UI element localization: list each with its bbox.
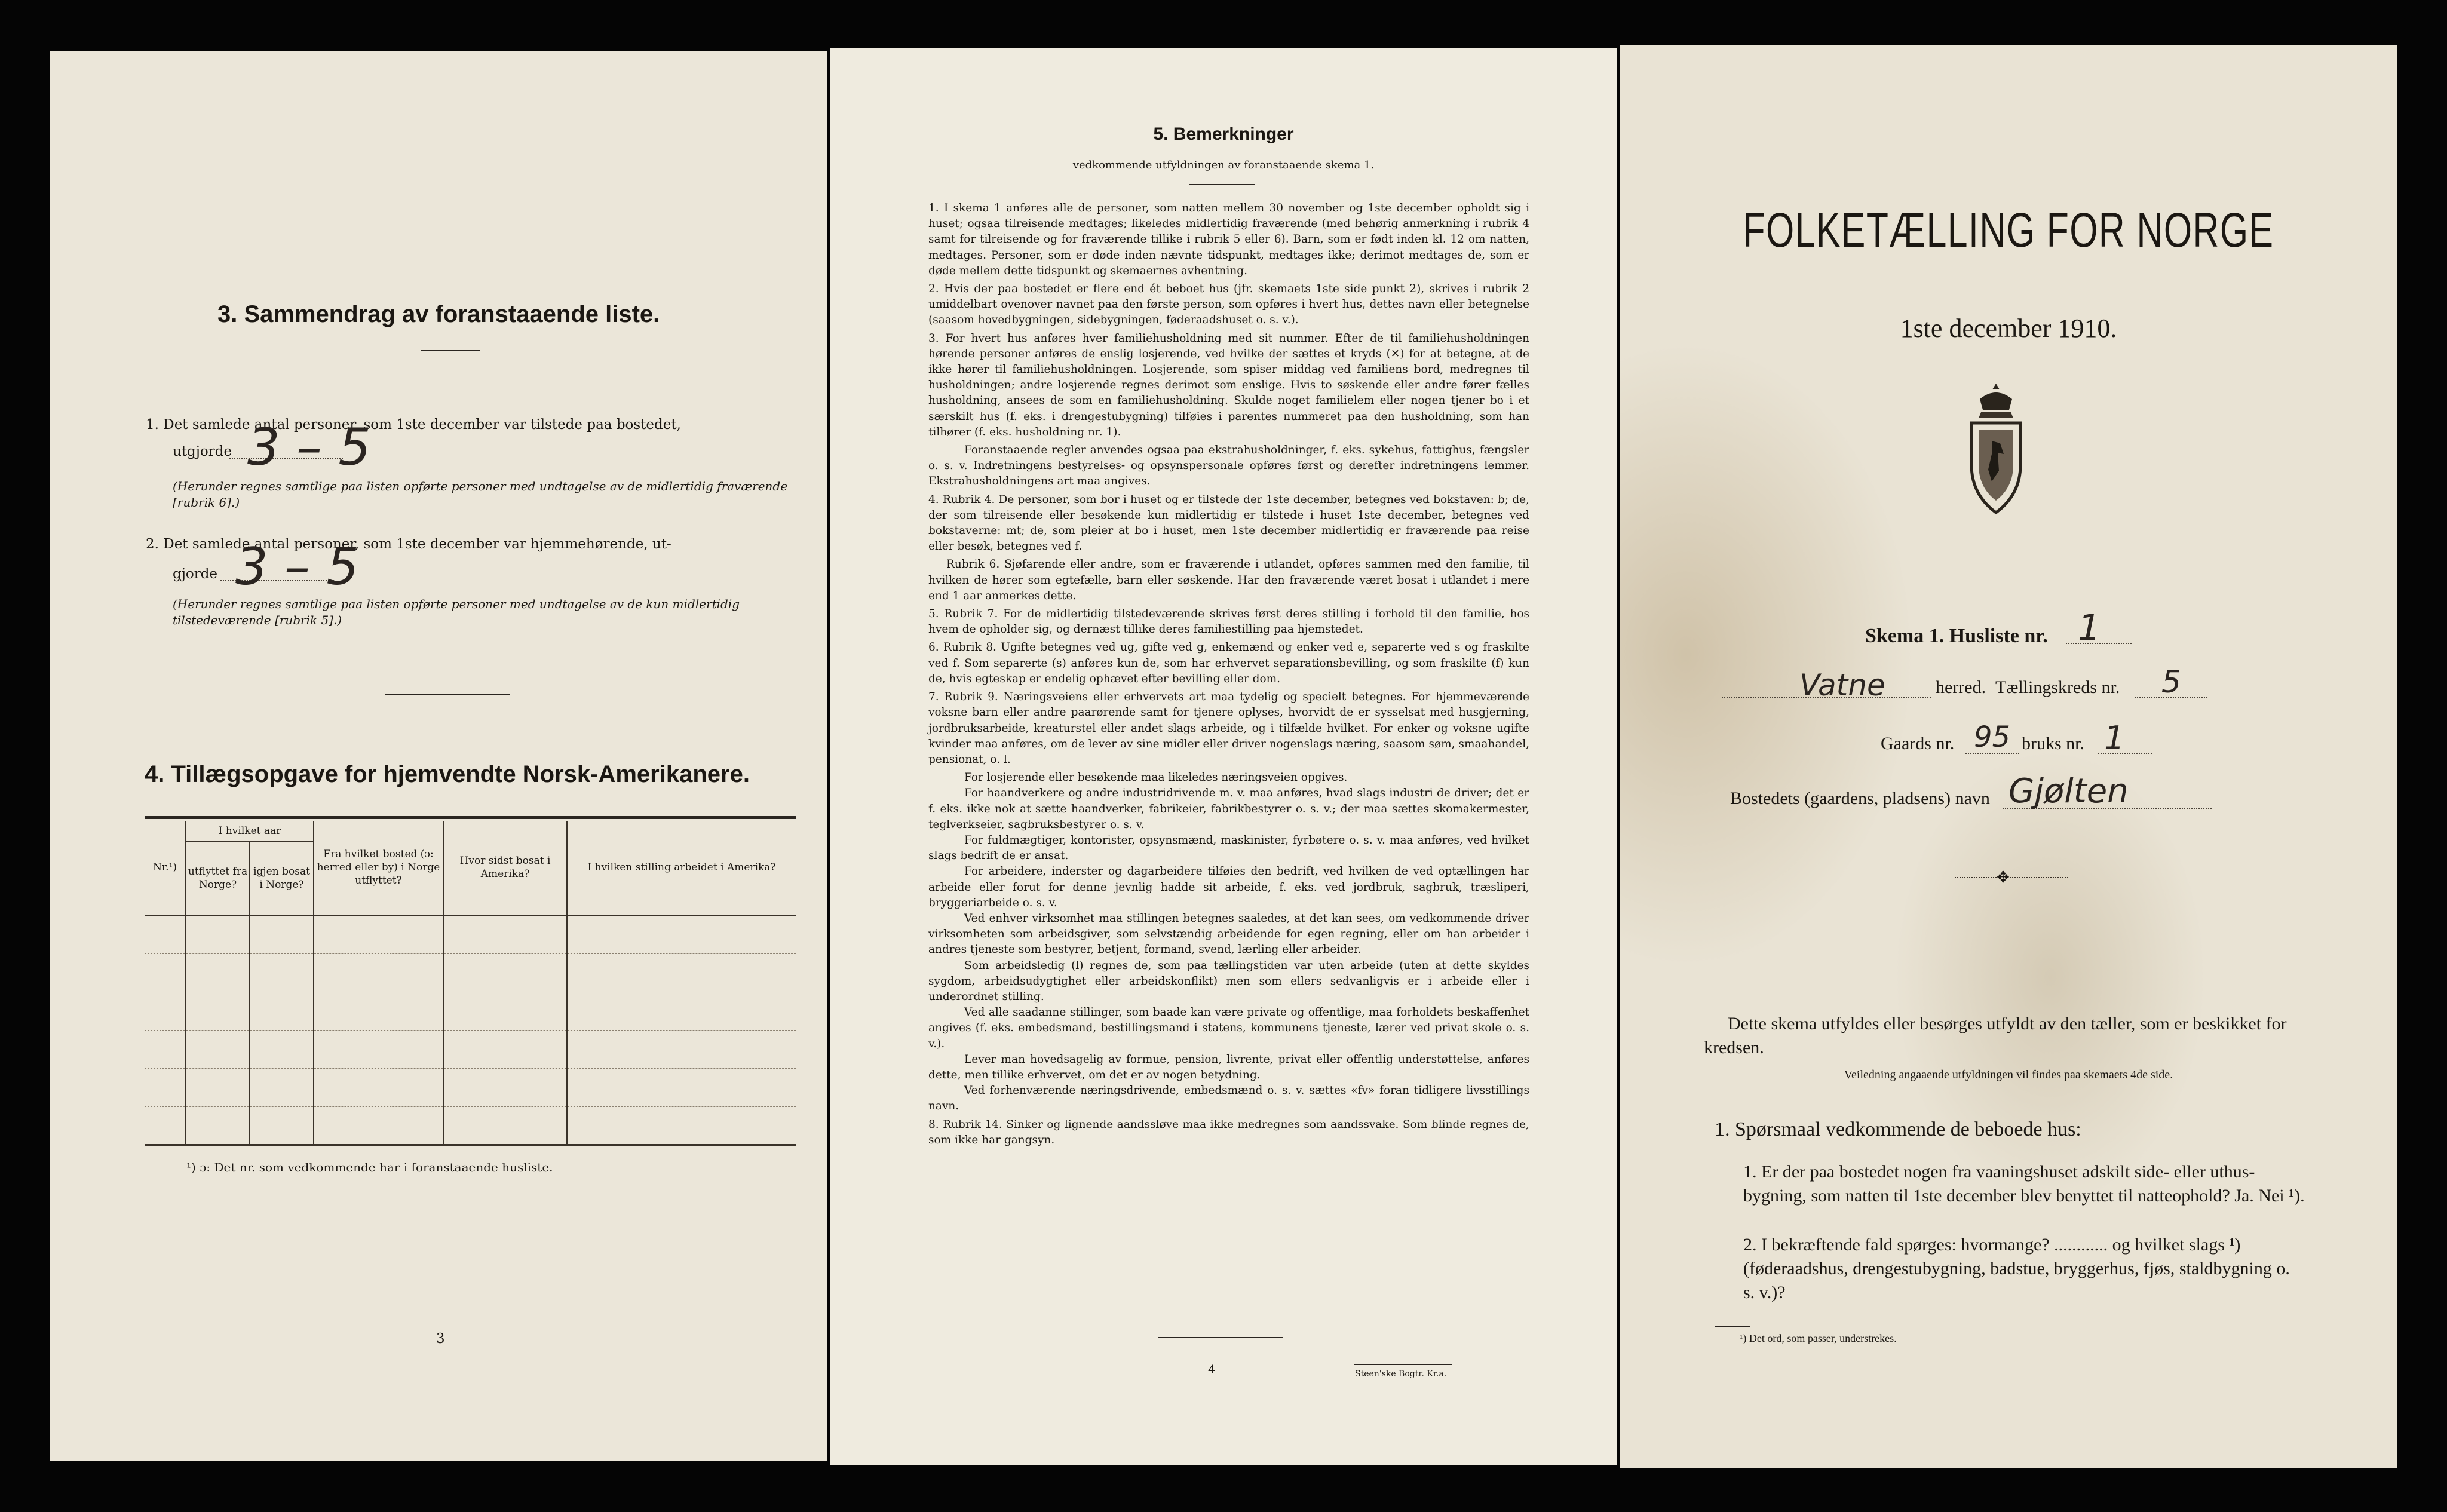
question-1-1: 1. Er der paa bostedet nogen fra vaaningshuset adskilt side- eller uthus-bygning, som natten til 1ste december blev benyttet til natteophold? Ja. Nei ¹).	[1743, 1162, 2305, 1206]
bemerkning-5: 5. Rubrik 7. For de midlertidig tilstedeværende skrives først deres stilling i forhold til den familie, hos hvem de opholder sig, og dernæst tillike deres familiestilling paa hjemstedet.	[928, 608, 1529, 636]
coat-of-arms-icon	[1950, 381, 2042, 516]
middle-page	[830, 48, 1617, 1465]
ornament-icon: ✥	[1997, 869, 2010, 886]
bemerkning-7: 7. Rubrik 9. Næringsveiens eller erhvervets art maa tydelig og specielt betegnes. For hjemmeværende voksne barn eller andre paarørende samt for tjenere oplyses, hvorvidt de er sysselsat med husgjerning, jordbruksarbeide, kreaturstel eller andet slags arbeide, og i tilfælde hvilket. For enker og voksne ugifte kvinder maa anføres, om de lever av sine midler eller driver nogenslags næring, saasom søm, smaahandel, pensionat, o. l.	[928, 691, 1529, 766]
herred-value: Vatne	[1799, 668, 1885, 703]
schema-label: Skema 1. Husliste nr.	[1865, 625, 2048, 647]
bemerkning-7h: Ved alle saadanne stillinger, som baade kan være private og offentlige, maa forholdets beskaffenhet angives (f. eks. embedsmand, bestillingsmand i statens, kommunens tjeneste, lærer ved privat skole o. s. v.).	[928, 1006, 1529, 1050]
section-3-item-2-note: (Herunder regnes samtlige paa listen opførte personer med undtagelse av de kun midlertidig tilstedeværende [rubrik 5].)	[173, 597, 740, 627]
col-nr: Nr.¹)	[145, 821, 186, 915]
bemerkning-6: 6. Rubrik 8. Ugifte betegnes ved ug, gifte ved g, enkemænd og enker ved e, separerte ved s og fraskilte ved f. Som separerte (s) anføres kun de, som har erhvervet separationsbevilling, og som fraskilte (f) kun de, hvis egteskap er endelig ophævet efter bevilling eller dom.	[928, 641, 1529, 685]
kreds-label: Tællingskreds nr.	[1995, 677, 2120, 697]
section-4-title: 4. Tillægsopgave for hjemvendte Norsk-Amerikanere.	[145, 761, 750, 787]
left-page	[50, 51, 827, 1461]
bemerkning-4b: Rubrik 6. Sjøfarende eller andre, som er fraværende i utlandet, opføres sammen med den familie, til hvilken de hører som egtefælle, barn eller søskende. Har den fraværende været bosat i utlandet i mere end 1 aar anmerkes dette.	[928, 558, 1529, 602]
bemerkning-3b: Foranstaaende regler anvendes ogsaa paa ekstrahusholdninger, f. eks. sykehus, fattighus, fængsler o. s. v. Indretningens bestyrelses- og opsynspersonale opføres først og derefter indretningens lemmer. Ekstrahusholdningens art maa angives.	[928, 444, 1529, 488]
section-3-item-2-prefix: gjorde	[173, 566, 218, 582]
census-title: FOLKETÆLLING FOR NORGE	[1743, 203, 2274, 257]
bemerkning-7d: For fuldmægtiger, kontorister, opsynsmænd, maskinister, fyrbøtere o. s. v. maa anføres, ved hvilket slags bedrift de er ansat.	[928, 833, 1529, 863]
bemerkning-3: 3. For hvert hus anføres hver familiehusholdning med sit nummer. Efter de til familiehusholdningen hørende personer anføres de enslig losjerende, ved hvilke der sættes et kryds (✕) for at betegne, at de ikke hører til familiehusholdningen. Losjerende, som spiser middag ved familiens bord, medregnes til husholdningen; andre losjerende regnes derimot som enslige. Hvis to søskende eller andre fører fælles husholdning, ansees de som en familiehusholdning. Skulde noget familielem eller nogen tjener bo i et særskilt hus (f. eks. i drengestubygning) tilføies i parentes nummeret paa den husholdning, som han tilhører (f. eks. husholdning nr. 1).	[928, 332, 1529, 438]
bemerkning-1: 1. I skema 1 anføres alle de personer, som natten mellem 30 november og 1ste december opholdt sig i huset; ogsaa tilreisende medtages; likeledes midlertidig fraværende (med behørig anmerkning i rubrik 4 samt for tilreisende og for fraværende tillike i rubrik 5 eller 6). Barn, som er født inden kl. 12 om natten, medtages. Personer, som er døde inden nævnte tidspunkt, medtages ikke; derimot medtages de, som er døde mellem dette tidspunkt og skemaernes avhentning.	[928, 202, 1529, 277]
bemerkning-8: 8. Rubrik 14. Sinker og lignende aandssløve maa ikke medregnes som aandssvake. Som blinde regnes de, som ikke har gangsyn.	[928, 1118, 1529, 1146]
question-1-title: 1. Spørsmaal vedkommende de beboede hus:	[1715, 1118, 2081, 1140]
right-footnote: ¹) Det ord, som passer, understrekes.	[1740, 1332, 1897, 1344]
bruks-label: bruks nr.	[2022, 734, 2084, 753]
col-fra-bosted: Fra hvilket bosted (ɔ: herred eller by) i Norge utflyttet?	[314, 821, 443, 915]
bemerkninger-body	[928, 201, 1529, 1151]
printer-mark: Steen'ske Bogtr. Kr.a.	[1355, 1369, 1447, 1379]
bemerkning-7f: Ved enhver virksomhet maa stillingen betegnes saaledes, at det kan sees, om vedkommende driver virksomheten som arbeidsgiver, som selvstændig arbeidende for egen regning, eller om han arbeider i andres tjeneste som bestyrer, betjent, formand, svend, lærling eller arbeider.	[928, 912, 1529, 956]
bemerkning-4: 4. Rubrik 4. De personer, som bor i huset og er tilstede der 1ste december, betegnes ved bokstaven: b; de, der som tilreisende eller besøkende kun midlertidig er tilstede i huset 1ste december, betegnes ved bokstaverne: mt; de, som pleier at bo i huset, men 1ste december midlertidig er fraværende paa reise eller besøk, betegnes ved f.	[928, 493, 1529, 553]
page-number-3: 3	[436, 1331, 445, 1347]
question-1-2: 2. I bekræftende fald spørges: hvormange? ............ og hvilket slags ¹) (føderaadshus, drengestubygning, badstue, bryggerhus, fjøs, staldbygning o. s. v.)?	[1743, 1235, 2290, 1302]
veiledning-text: Veiledning angaaende utfyldningen vil findes paa skemaets 4de side.	[1844, 1068, 2173, 1081]
bruks-value: 1	[2104, 719, 2125, 757]
info-text: Dette skema utfyldes eller besørges utfyldt av den tæller, som er beskikket for kredsen.	[1704, 1014, 2287, 1057]
section-3-item-1-note: (Herunder regnes samtlige paa listen opførte personer med undtagelse av de midlertidig fraværende [rubrik 6].)	[173, 479, 788, 510]
col-group-aar: I hvilket aar	[186, 821, 314, 841]
census-date: 1ste december 1910.	[1900, 314, 2117, 343]
section-3-title: 3. Sammendrag av foranstaaende liste.	[217, 301, 660, 327]
bemerkning-7c: For haandverkere og andre industridrivende m. v. maa anføres, hvad slags industri de driver; det er f. eks. ikke nok at sætte haandverker, fabrikeier, fabrikbestyrer o. s. v.; der maa sættes skomakermester, teglverkseier, sagbruksbestyrer o. s. v.	[928, 787, 1529, 831]
section-3-item-2: 2. Det samlede antal personer, som 1ste december var hjemmehørende, ut-	[146, 536, 671, 552]
col-stilling: I hvilken stilling arbeidet i Amerika?	[567, 821, 796, 915]
page-number-4: 4	[1208, 1362, 1216, 1376]
bemerkning-7b: For losjerende eller besøkende maa likeledes næringsveien opgives.	[964, 771, 1348, 784]
norsk-amerikanere-table	[145, 821, 796, 1146]
section-3-item-2-handwriting: 3 – 5	[235, 537, 360, 597]
col-utflyttet: utflyttet fra Norge?	[186, 841, 250, 915]
right-page	[1620, 45, 2397, 1468]
husliste-value: 1	[2078, 607, 2101, 649]
bemerkning-2: 2. Hvis der paa bostedet er flere end ét beboet hus (jfr. skemaets 1ste side punkt 2), skrives i rubrik 2 umiddelbart ovenover navnet paa den første person, som opføres i hvert hus, dettes navn eller betegnelse (saasom hovedbygningen, sidebygningen, føderaadshuset o. s. v.).	[928, 283, 1529, 327]
section-4-footnote: ¹) ɔ: Det nr. som vedkommende har i foranstaaende husliste.	[186, 1160, 553, 1174]
col-hvor-bosat: Hvor sidst bosat i Amerika?	[443, 821, 567, 915]
bemerkning-7j: Ved forhenværende næringsdrivende, embedsmænd o. s. v. sættes «fv» foran tidligere livsstillings navn.	[928, 1084, 1529, 1113]
bosted-label: Bostedets (gaardens, pladsens) navn	[1730, 789, 1990, 808]
divider-ornament	[1955, 877, 2068, 878]
kreds-value: 5	[2161, 664, 2182, 700]
gaards-value: 95	[1974, 720, 2011, 754]
bemerkninger-subtitle: vedkommende utfyldningen av foranstaaende skema 1.	[1072, 159, 1375, 171]
herred-label: herred.	[1936, 677, 1986, 697]
bemerkning-7i: Lever man hovedsagelig av formue, pension, livrente, privat eller offentlig understøttelse, anføres dette, men tillike erhvervet, om det er av nogen betydning.	[928, 1053, 1529, 1081]
col-igjen-bosat: igjen bosat i Norge?	[250, 841, 314, 915]
bemerkning-7e: For arbeidere, inderster og dagarbeidere tilføies den bedrift, ved hvilken de ved optællingen har arbeide eller forut for denne jevnlig hadde sit arbeide, f. eks. ved jordbruk, sagbruk, træsliperi, bryggeriarbeide o. s. v.	[928, 865, 1529, 909]
section-3-item-1: 1. Det samlede antal personer, som 1ste december var tilstede paa bostedet,	[146, 417, 681, 433]
bemerkning-7g: Som arbeidsledig (l) regnes de, som paa tællingstiden var uten arbeide (uten at dette skyldes sygdom, arbeidsudygtighet eller arbeidskonflikt) men som ellers sedvanligvis er i arbeide eller i underordnet stilling.	[928, 959, 1529, 1003]
bemerkninger-title: 5. Bemerkninger	[1153, 124, 1294, 144]
gaards-label: Gaards nr.	[1881, 734, 1955, 753]
bosted-value: Gjølten	[2008, 772, 2129, 811]
section-3-item-1-handwriting: 3 – 5	[247, 418, 372, 477]
section-3-item-1-prefix: utgjorde	[173, 444, 232, 459]
